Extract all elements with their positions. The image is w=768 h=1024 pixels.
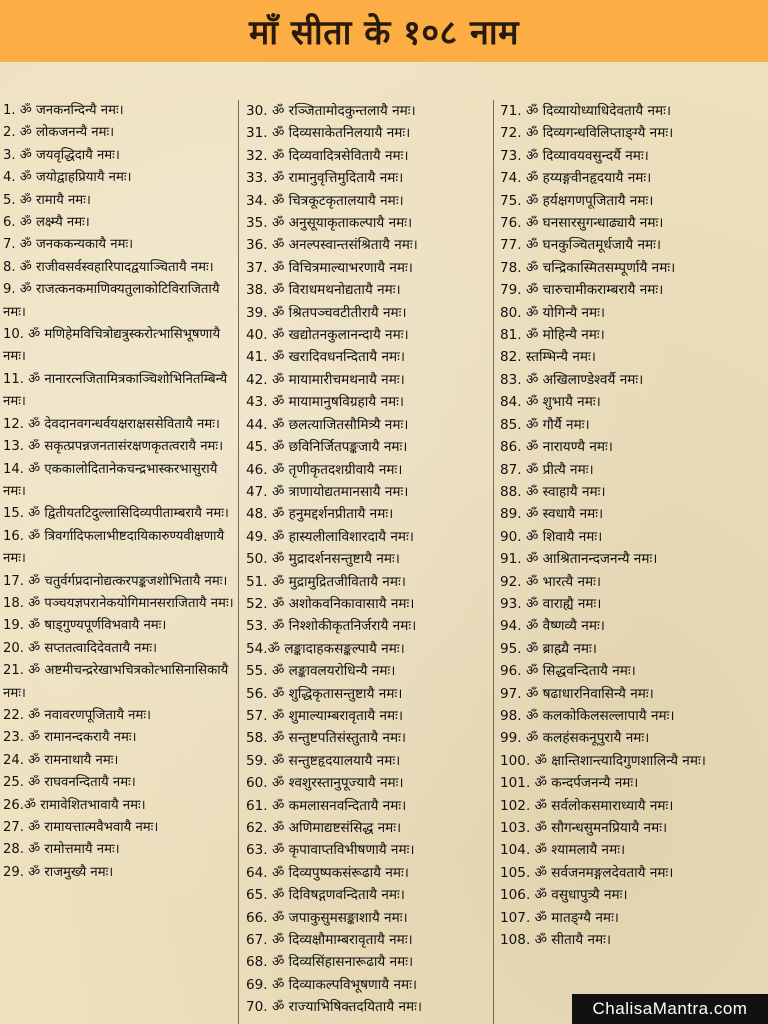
name-list-item: 75. ॐ हर्यक्षगणपूजितायै नमः। <box>500 192 654 209</box>
name-list-item: 24. ॐ रामनाथायै नमः। <box>3 752 119 768</box>
names-column-3 <box>500 100 766 1024</box>
name-list-item: 85. ॐ गौर्यै नमः। <box>500 416 590 433</box>
name-list-item: 97. ॐ षढाधारनिवासिन्यै नमः। <box>500 685 654 702</box>
name-list-item: 103. ॐ सौगन्धसुमनप्रियायै नमः। <box>500 820 668 836</box>
name-list-item: 34. ॐ चित्रकूटकृतालयायै नमः। <box>246 192 404 209</box>
name-list-item: 42. ॐ मायामारीचमथनायै नमः। <box>246 371 405 388</box>
name-list-item: 80. ॐ योगिन्यै नमः। <box>500 304 606 321</box>
name-list-item: 30. ॐ रञ्जितामोदकुन्तलायै नमः। <box>246 103 416 119</box>
name-list-item: 78. ॐ चन्द्रिकास्मितसम्पूर्णायै नमः। <box>500 259 676 276</box>
name-list-item: 101. ॐ कन्दर्पजनन्यै नमः। <box>500 775 639 792</box>
name-list-item: 87. ॐ प्रीत्यै नमः। <box>500 461 594 478</box>
name-list-item: 45. ॐ छविनिर्जितपङ्कजायै नमः। <box>246 439 408 456</box>
name-list-item: 27. ॐ रामायत्तात्मवैभवायै नमः। <box>3 820 159 835</box>
name-list-item: 50. ॐ मुद्रादर्शनसन्तुष्टायै नमः। <box>246 551 400 568</box>
name-list-item: 66. ॐ जपाकुसुमसङ्काशायै नमः। <box>246 909 408 926</box>
name-list-item: 63. ॐ कृपावाप्तविभीषणायै नमः। <box>246 842 415 859</box>
name-list-item: 18. ॐ पञ्चयज्ञपरानेकयोगिमानसराजितायै नमः। <box>3 595 234 611</box>
name-list-item: 32. ॐ दिव्यवादित्रसेवितायै नमः। <box>246 147 409 164</box>
name-list-item: 44. ॐ छलत्याजितसौमित्र्यै नमः। <box>246 416 409 433</box>
name-list-item: 93. ॐ वाराह्यै नमः। <box>500 595 602 612</box>
name-list-item: 3. ॐ जयवृद्धिदायै नमः। <box>3 147 120 163</box>
name-list-item: 6. ॐ लक्ष्म्यै नमः। <box>3 215 90 231</box>
name-list-item: 15. ॐ द्वितीयतटिदुल्लासिदिव्यपीताम्बरायै नमः। <box>3 506 229 522</box>
name-list-item: 83. ॐ अखिलाण्डेश्वर्यै नमः। <box>500 371 644 388</box>
name-list-item: 33. ॐ रामानुवृत्तिमुदितायै नमः। <box>246 170 404 187</box>
name-list-item: 76. ॐ घनसारसुगन्धाढ्यायै नमः। <box>500 215 664 232</box>
name-list-item: 22. ॐ नवावरणपूजितायै नमः। <box>3 707 152 723</box>
title-banner <box>0 0 768 62</box>
name-list-item: 64. ॐ दिव्यपुष्पकसंरूढायै नमः। <box>246 864 409 881</box>
name-list-item: 82. स्तम्भिन्यै नमः। <box>500 349 596 366</box>
name-list-item: 23. ॐ रामानन्दकरायै नमः। <box>3 730 137 746</box>
name-list-item: 48. ॐ हनुमद्दर्शनप्रीतायै नमः। <box>246 506 394 523</box>
name-list-item: 8. ॐ राजीवसर्वस्वहारिपादद्वयाञ्चितायै नमः। <box>3 259 214 275</box>
name-list-item: 95. ॐ ब्राह्म्यै नमः। <box>500 640 597 657</box>
name-list-item: 60. ॐ श्वशुरस्तानुपूज्यायै नमः। <box>246 775 404 792</box>
name-list-item: 47. ॐ त्राणायोद्यतमानसायै नमः। <box>246 483 409 500</box>
name-list-item: 74. ॐ हय्यङ्गवीनहृदयायै नमः। <box>500 170 652 187</box>
name-list-item: 37. ॐ विचित्रमाल्याभरणायै नमः। <box>246 259 413 276</box>
name-list-item: 5. ॐ रामायै नमः। <box>3 192 91 208</box>
name-list-item: 57. ॐ शुमाल्याम्बरावृतायै नमः। <box>246 707 404 724</box>
name-list-item: 21. ॐ अष्टमीचन्द्ररेखाभचित्रकोत्भासिनासिकायै नमः। <box>3 663 229 701</box>
name-list-item: 79. ॐ चारुचामीकराम्बरायै नमः। <box>500 282 664 299</box>
name-list-item: 84. ॐ शुभायै नमः। <box>500 394 601 411</box>
name-list-item: 105. ॐ सर्वजनमङ्गलदेवतायै नमः। <box>500 864 674 881</box>
name-list-item: 29. ॐ राजमुख्यै नमः। <box>3 864 114 880</box>
name-list-item: 92. ॐ भारत्यै नमः। <box>500 573 602 590</box>
name-list-item: 96. ॐ सिद्धवन्दितायै नमः। <box>500 663 636 680</box>
page-title: माँ सीता के १०८ नाम <box>248 13 520 53</box>
footer-brand: ChalisaMantra.com <box>572 994 768 1024</box>
name-list-item: 9. ॐ राजत्कनकमाणिक्यतुलाकोटिविराजितायै नमः। <box>3 282 220 320</box>
name-list-item: 55. ॐ लङ्कावलयरोधिन्यै नमः। <box>246 663 396 680</box>
name-list-item: 19. ॐ षाड्गुण्यपूर्णविभवायै नमः। <box>3 618 167 634</box>
name-list-item: 90. ॐ शिवायै नमः। <box>500 528 603 545</box>
name-list-item: 12. ॐ देवदानवगन्धर्वयक्षराक्षससेवितायै नमः। <box>3 416 220 432</box>
name-list-item: 52. ॐ अशोकवनिकावासायै नमः। <box>246 595 415 612</box>
name-list-item: 49. ॐ हास्यलीलाविशारदायै नमः। <box>246 528 414 545</box>
name-list-item: 41. ॐ खरादिवधनन्दितायै नमः। <box>246 349 406 366</box>
name-list-item: 88. ॐ स्वाहायै नमः। <box>500 483 606 500</box>
name-list-item: 86. ॐ नारायण्यै नमः। <box>500 439 613 456</box>
name-list-item: 36. ॐ अनल्पस्वान्तसंश्रितायै नमः। <box>246 237 418 254</box>
name-list-item: 71. ॐ दिव्यायोध्याधिदेवतायै नमः। <box>500 103 672 119</box>
name-list-item: 25. ॐ राघवनन्दितायै नमः। <box>3 775 136 791</box>
name-list-item: 53. ॐ निश्शोकीकृतनिर्जरायै नमः। <box>246 618 417 635</box>
name-list-item: 46. ॐ तृणीकृतदशग्रीवायै नमः। <box>246 461 403 478</box>
name-list-item: 39. ॐ श्रितपञ्चवटीतीरायै नमः। <box>246 304 407 321</box>
name-list-item: 108. ॐ सीतायै नमः। <box>500 932 612 949</box>
name-list-item: 107. ॐ मातङ्ग्यै नमः। <box>500 909 619 926</box>
name-list-item: 73. ॐ दिव्यावयवसुन्दर्यै नमः। <box>500 147 649 164</box>
name-list-item: 61. ॐ कमलासनवन्दितायै नमः। <box>246 797 407 814</box>
name-list-item: 89. ॐ स्वधायै नमः। <box>500 506 604 523</box>
name-list-item: 26.ॐ रामावेशितभावायै नमः। <box>3 797 146 813</box>
name-list-item: 59. ॐ सन्तुष्टहृदयालयायै नमः। <box>246 752 401 769</box>
name-list-item: 100. ॐ क्षान्तिशान्त्यादिगुणशालिन्यै नमः। <box>500 752 706 769</box>
column-divider <box>493 100 494 1024</box>
name-list-item: 65. ॐ दिविषद्गणवन्दितायै नमः। <box>246 887 405 904</box>
name-list-item: 13. ॐ सकृत्प्रपन्नजनतासंरक्षणकृतत्वरायै नमः। <box>3 439 224 455</box>
name-list-item: 77. ॐ घनकुञ्चितमूर्धजायै नमः। <box>500 237 662 254</box>
name-list-item: 35. ॐ अनुसूयाकृताकल्पायै नमः। <box>246 215 413 232</box>
name-list-item: 38. ॐ विराधमथनोद्यतायै नमः। <box>246 282 401 299</box>
name-list-item: 69. ॐ दिव्याकल्पविभूषणायै नमः। <box>246 976 418 993</box>
name-list-item: 81. ॐ मोहिन्यै नमः। <box>500 327 605 344</box>
name-list-item: 99. ॐ कलहंसकनूपुरायै नमः। <box>500 730 650 747</box>
name-list-item: 98. ॐ कलकोकिलसल्लापायै नमः। <box>500 707 675 724</box>
name-list-item: 40. ॐ खद्योतनकुलानन्दायै नमः। <box>246 327 409 344</box>
name-list-item: 54.ॐ लङ्कादाहकसङ्कल्पायै नमः। <box>246 640 405 657</box>
name-list-item: 70. ॐ राज्याभिषिक्तदयितायै नमः। <box>246 999 423 1016</box>
column-divider <box>238 100 239 1024</box>
name-list-item: 1. ॐ जनकनन्दिन्यै नमः। <box>3 103 124 118</box>
names-column-2 <box>246 100 490 1024</box>
name-list-item: 51. ॐ मुद्रामुद्रितजीवितायै नमः। <box>246 573 406 590</box>
name-list-item: 72. ॐ दिव्यगन्धविलिप्ताङ्ग्यै नमः। <box>500 125 674 142</box>
name-list-item: 106. ॐ वसुधापुत्र्यै नमः। <box>500 887 628 904</box>
name-list-item: 16. ॐ त्रिवर्गादिफलाभीष्टदायिकारुण्यवीक्षणायै नमः। <box>3 528 225 567</box>
name-list-item: 43. ॐ मायामानुषविग्रहायै नमः। <box>246 394 405 411</box>
name-list-item: 91. ॐ आश्रितानन्दजनन्यै नमः। <box>500 551 658 568</box>
name-list-item: 7. ॐ जनककन्यकायै नमः। <box>3 237 134 253</box>
name-list-item: 68. ॐ दिव्यसिंहासनारूढायै नमः। <box>246 954 414 971</box>
name-list-item: 31. ॐ दिव्यसाकेतनिलयायै नमः। <box>246 125 411 142</box>
name-list-item: 58. ॐ सन्तुष्टपतिसंस्तुतायै नमः। <box>246 730 406 747</box>
name-list-item: 28. ॐ रामोत्तमायै नमः। <box>3 842 120 858</box>
name-list-item: 62. ॐ अणिमाद्यष्टसंसिद्ध नमः। <box>246 820 402 836</box>
name-list-item: 94. ॐ वैष्णव्यै नमः। <box>500 618 605 635</box>
name-list-item: 102. ॐ सर्वलोकसमाराध्यायै नमः। <box>500 797 674 814</box>
name-list-item: 4. ॐ जयोद्वाहप्रियायै नमः। <box>3 170 132 186</box>
name-list-item: 56. ॐ शुद्धिकृतासन्तुष्टायै नमः। <box>246 685 403 702</box>
name-list-item: 17. ॐ चतुर्वर्गप्रदानोद्यत्करपङ्कजशोभितायै नमः। <box>3 573 228 589</box>
name-list-item: 14. ॐ एककालोदितानेकचन्द्रभास्करभासुरायै नमः। <box>3 461 218 499</box>
name-list-item: 67. ॐ दिव्यक्षौमाम्बरावृतायै नमः। <box>246 932 413 949</box>
names-column-1 <box>3 100 235 1024</box>
name-list-item: 104. ॐ श्यामलायै नमः। <box>500 842 626 859</box>
name-list-item: 2. ॐ लोकजनन्यै नमः। <box>3 125 115 141</box>
name-list-item: 10. ॐ मणिहेमविचित्रोद्यत्रुस्करोत्भासिभूषणायै नमः। <box>3 327 221 365</box>
name-list-item: 20. ॐ सप्ततत्वादिदेवतायै नमः। <box>3 640 158 656</box>
name-list-item: 11. ॐ नानारत्नजितामित्रकाञ्चिशोभिनितम्बिन्यै नमः। <box>3 371 228 410</box>
